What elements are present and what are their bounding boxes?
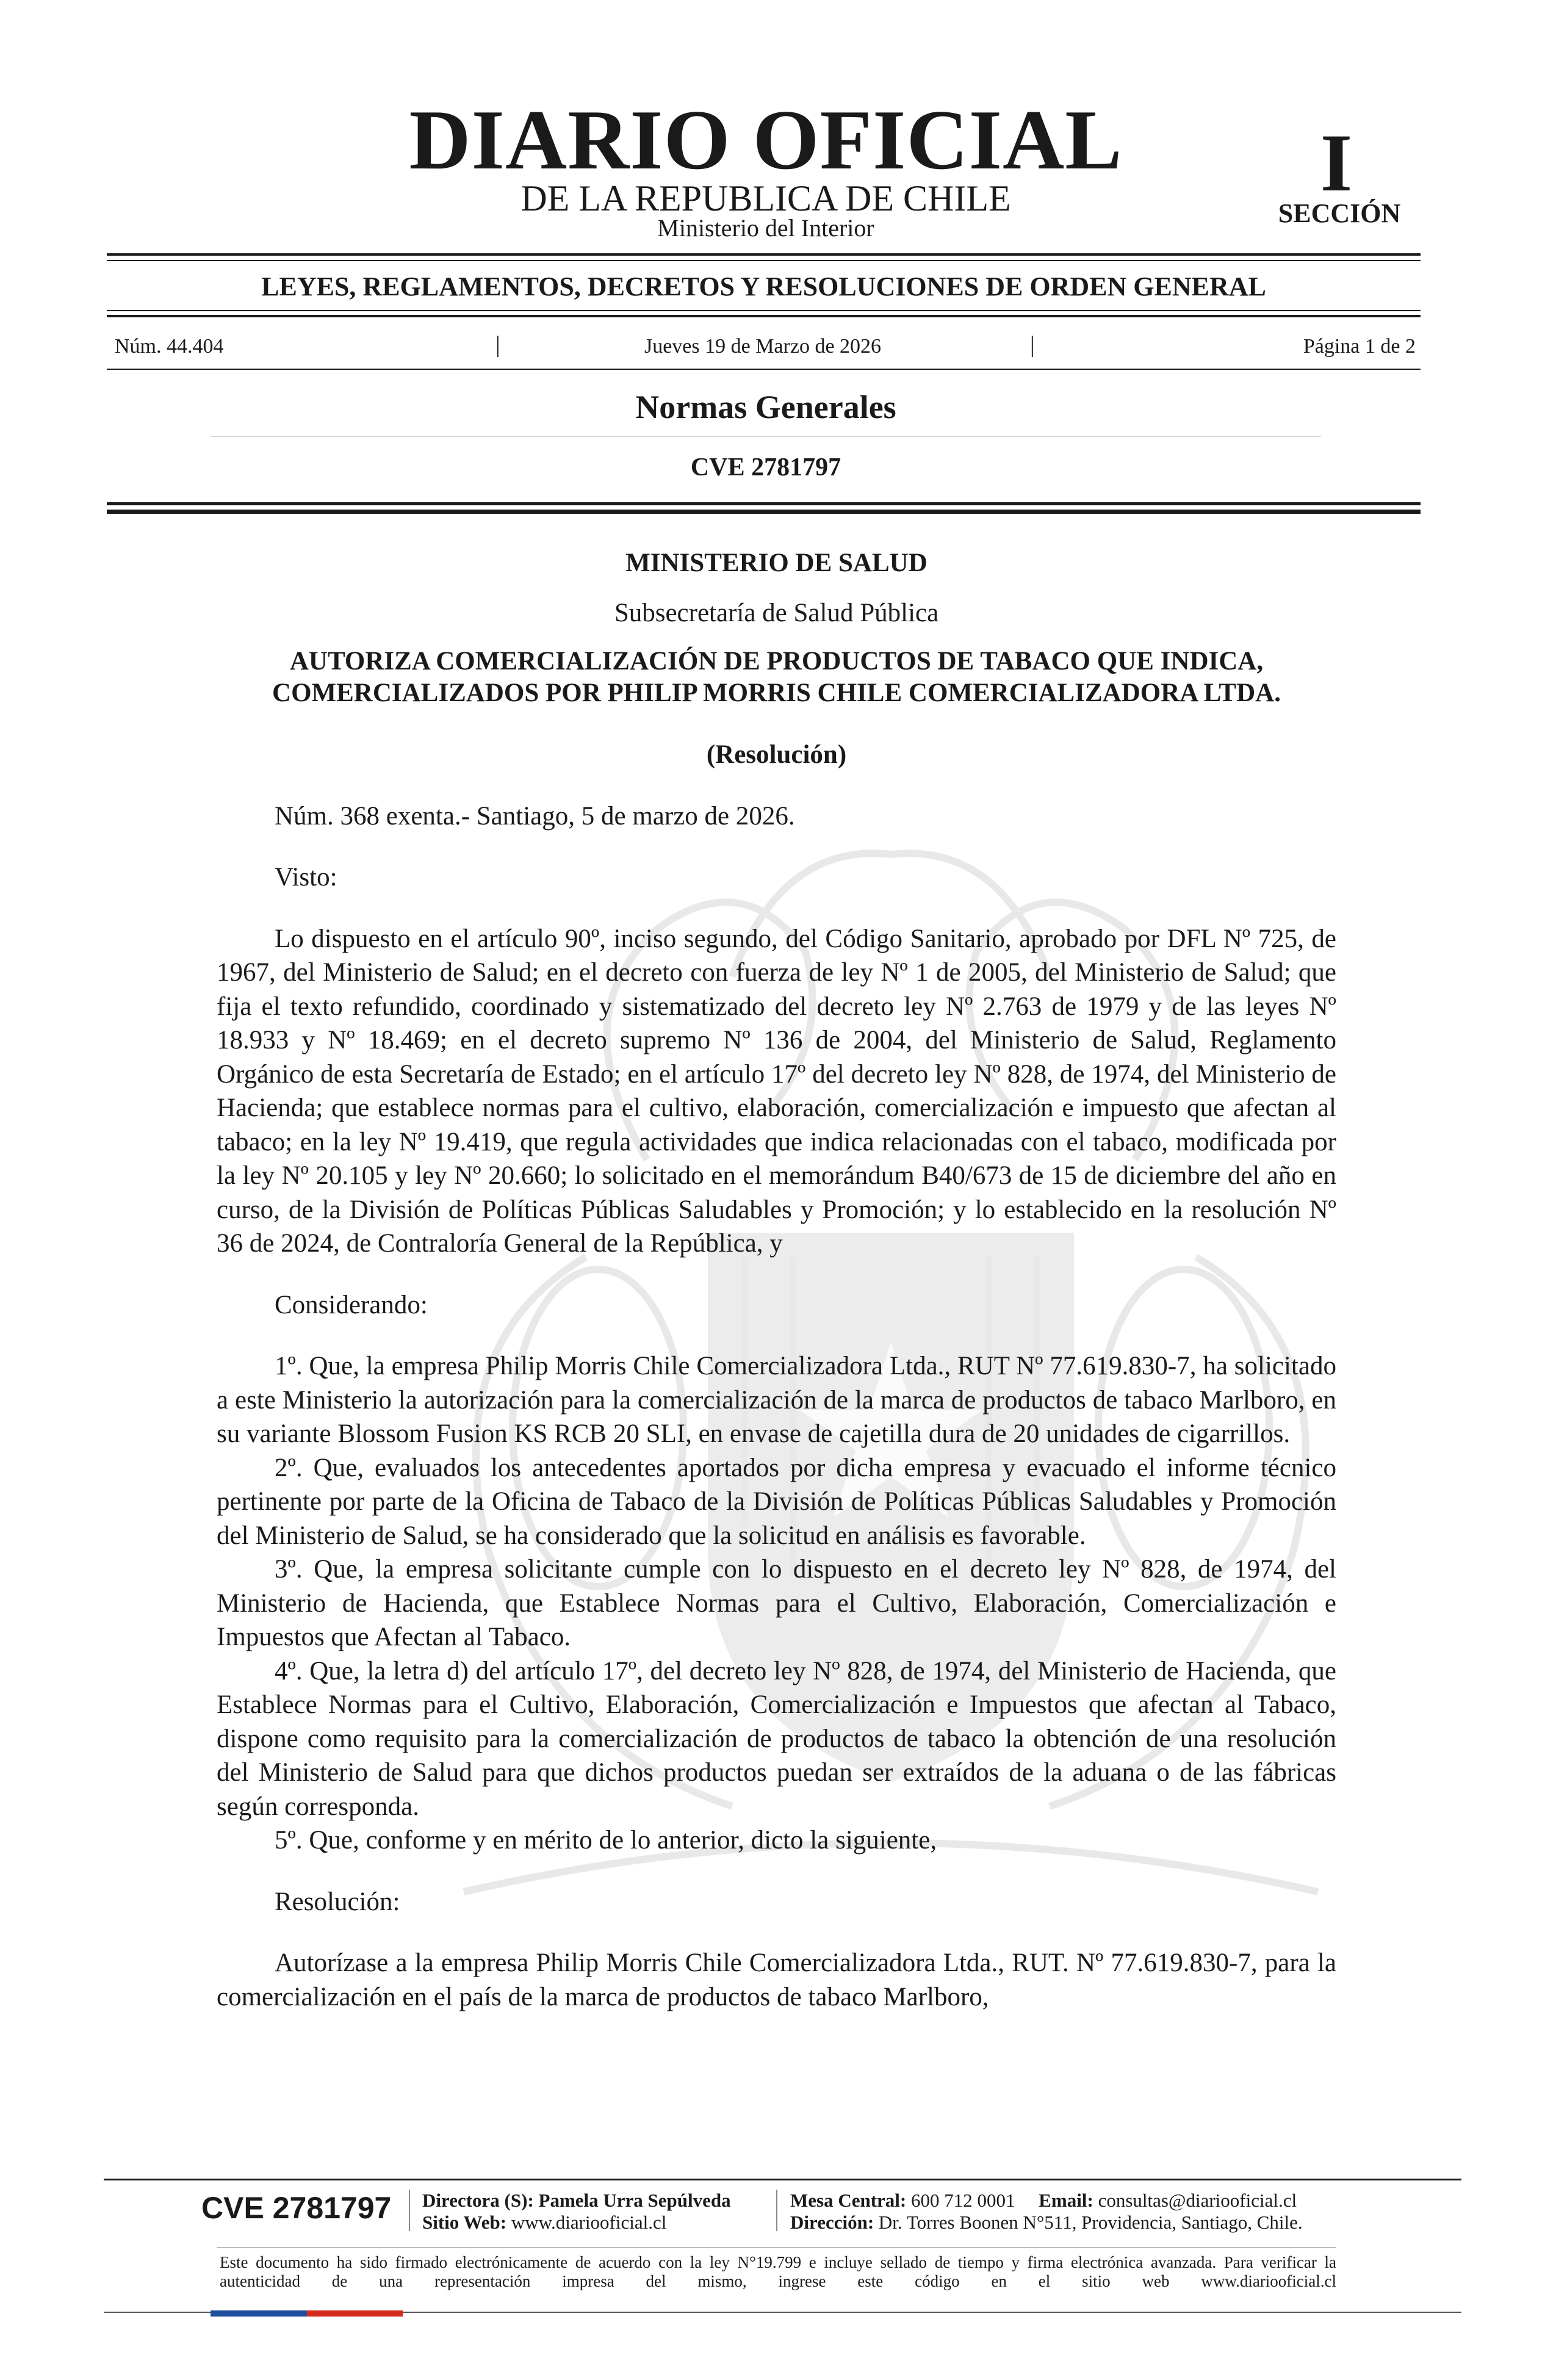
footer-director-block xyxy=(422,2190,731,2234)
phone-number: 600 712 0001 xyxy=(911,2190,1015,2211)
phone-label: Mesa Central: xyxy=(790,2190,907,2211)
resolucion-paragraph: Autorízase a la empresa Philip Morris Chile Comercializadora Ltda., RUT. Nº 77.619.830-7, para la comercialización en el país de la marca de productos de tabaco Marlboro, xyxy=(217,1949,1336,2011)
masthead-ministry: Ministerio del Interior xyxy=(657,214,874,242)
header-rule xyxy=(107,369,1421,370)
document-type: (Resolución) xyxy=(706,740,847,769)
considerando-item: 4º. Que, la letra d) del artículo 17º, del decreto ley Nº 828, de 1974, del Ministerio de Hacienda, que Establece Normas para el Cultivo, Elaboración, Comercialización e Impuestos que afectan al Tabaco, dispone como requisito para la comercialización de productos de tabaco la obtención de una resolución del Ministerio de Salud para que dichos productos puedan ser extraídos de la aduana o de las fábricas según corresponda. xyxy=(217,1656,1336,1821)
footer-divider xyxy=(409,2190,410,2231)
masthead-subtitle: DE LA REPUBLICA DE CHILE xyxy=(520,178,1011,218)
body-rule xyxy=(107,502,1421,505)
resolucion-heading: Resolución: xyxy=(275,1887,400,1916)
footer-divider xyxy=(776,2190,777,2231)
issuing-ministry: MINISTERIO DE SALUD xyxy=(625,549,927,577)
director-label: Directora (S): xyxy=(422,2190,534,2211)
section-title: Normas Generales xyxy=(635,389,896,425)
header-rule xyxy=(107,260,1421,261)
website-link[interactable]: www.diariooficial.cl xyxy=(511,2212,667,2233)
issue-date: Jueves 19 de Marzo de 2026 xyxy=(644,335,882,358)
address-label: Dirección: xyxy=(790,2212,874,2233)
address: Dr. Torres Boonen N°511, Providencia, Santiago, Chile. xyxy=(878,2212,1303,2233)
header-rule xyxy=(107,253,1421,256)
email-link[interactable]: consultas@diariooficial.cl xyxy=(1098,2190,1297,2211)
visto-heading: Visto: xyxy=(275,863,337,892)
resolution-title-line-1: AUTORIZA COMERCIALIZACIÓN DE PRODUCTOS DE TABACO QUE INDICA, xyxy=(289,647,1264,676)
footer-cve-code: CVE 2781797 xyxy=(201,2191,392,2225)
email-label: Email: xyxy=(1039,2190,1093,2211)
considerando-item: 2º. Que, evaluados los antecedentes aportados por dicha empresa y evacuado el informe técnico pertinente por parte de la Oficina de Tabaco de la División de Políticas Públicas Saludables y Promoción del Ministerio de Salud, se ha considerado que la solicitud en análisis es favorable. xyxy=(217,1453,1336,1550)
masthead-title: DIARIO OFICIAL xyxy=(409,93,1123,187)
visto-paragraph: Lo dispuesto en el artículo 90º, inciso segundo, del Código Sanitario, aprobado por DFL Nº 725, de 1967, del Ministerio de Salud; en el decreto con fuerza de ley Nº 1 de 2005, del Ministerio de Salud; que fija el texto refundido, coordinado y sistematizado del decreto ley Nº 2.763 de 1979 y de las leyes Nº 18.933 y Nº 18.469; en el decreto supremo Nº 136 de 2004, del Ministerio de Salud, Reglamento Orgánico de esta Secretaría de Estado; en el artículo 17º del decreto ley Nº 828, de 1974, del Ministerio de Hacienda; que establece normas para el cultivo, elaboración, comercialización e impuesto que afectan al tabaco; en la ley Nº 19.419, que regula actividades que indica relacionadas con el tabaco, modificada por la ley Nº 20.105 y ley Nº 20.660; lo solicitado en el memorándum B40/673 de 15 de diciembre del año en curso, de la División de Políticas Públicas Saludables y Promoción; y lo establecido en la resolución Nº 36 de 2024, de Contraloría General de la República, y xyxy=(217,924,1336,1258)
flag-color-bar xyxy=(211,2310,403,2317)
footer-rule xyxy=(104,2179,1461,2180)
considerando-heading: Considerando: xyxy=(275,1290,428,1319)
category-banner: LEYES, REGLAMENTOS, DECRETOS Y RESOLUCIONES DE ORDEN GENERAL xyxy=(261,272,1266,301)
body-rule xyxy=(107,510,1421,514)
website-label: Sitio Web: xyxy=(422,2212,507,2233)
section-numeral: I xyxy=(1320,118,1353,209)
issue-number: Núm. 44.404 xyxy=(115,335,224,358)
document-body xyxy=(217,546,1336,2014)
header-rule xyxy=(107,315,1421,317)
info-separator: | xyxy=(1030,332,1035,358)
section-divider xyxy=(211,436,1321,437)
resolution-title-line-2: COMERCIALIZADOS POR PHILIP MORRIS CHILE COMERCIALIZADORA LTDA. xyxy=(272,679,1281,707)
header-rule xyxy=(107,310,1421,311)
subsecretaria: Subsecretaría de Salud Pública xyxy=(614,598,939,627)
considerando-item: 3º. Que, la empresa solicitante cumple con lo dispuesto en el decreto ley Nº 828, de 1974, del Ministerio de Hacienda, que Establece Normas para el Cultivo, Elaboración, Comercialización e Impuestos que Afectan al Tabaco. xyxy=(217,1555,1336,1651)
considerando-item: 5º. Que, conforme y en mérito de lo anterior, dicto la siguiente, xyxy=(275,1826,937,1855)
info-separator: | xyxy=(495,332,500,358)
flag-red-segment xyxy=(307,2310,403,2317)
resolution-number: Núm. 368 exenta.- Santiago, 5 de marzo de 2026. xyxy=(275,801,795,831)
director-name: Pamela Urra Sepúlveda xyxy=(538,2190,731,2211)
considerando-item: 1º. Que, la empresa Philip Morris Chile Comercializadora Ltda., RUT Nº 77.619.830-7, ha solicitado a este Ministerio la autorización para la comercialización de la marca de productos de tabaco Marlboro, en su variante Blossom Fusion KS RCB 20 SLI, en envase de cajetilla dura de 20 unidades de cigarrillos. xyxy=(217,1352,1336,1448)
flag-blue-segment xyxy=(211,2310,307,2317)
footer-divider xyxy=(217,2247,1336,2248)
legal-notice: Este documento ha sido firmado electrónicamente de acuerdo con la ley N°19.799 e incluye sellado de tiempo y firma electrónica avanzada. Para verificar la autenticidad de una representación impresa del mismo, ingrese este código en el sitio web www.diariooficial.cl xyxy=(220,2253,1336,2290)
page-indicator: Página 1 de 2 xyxy=(1303,335,1416,358)
section-label: SECCIÓN xyxy=(1278,198,1401,228)
footer-contact-block xyxy=(790,2190,1303,2234)
cve-code: CVE 2781797 xyxy=(690,453,841,481)
